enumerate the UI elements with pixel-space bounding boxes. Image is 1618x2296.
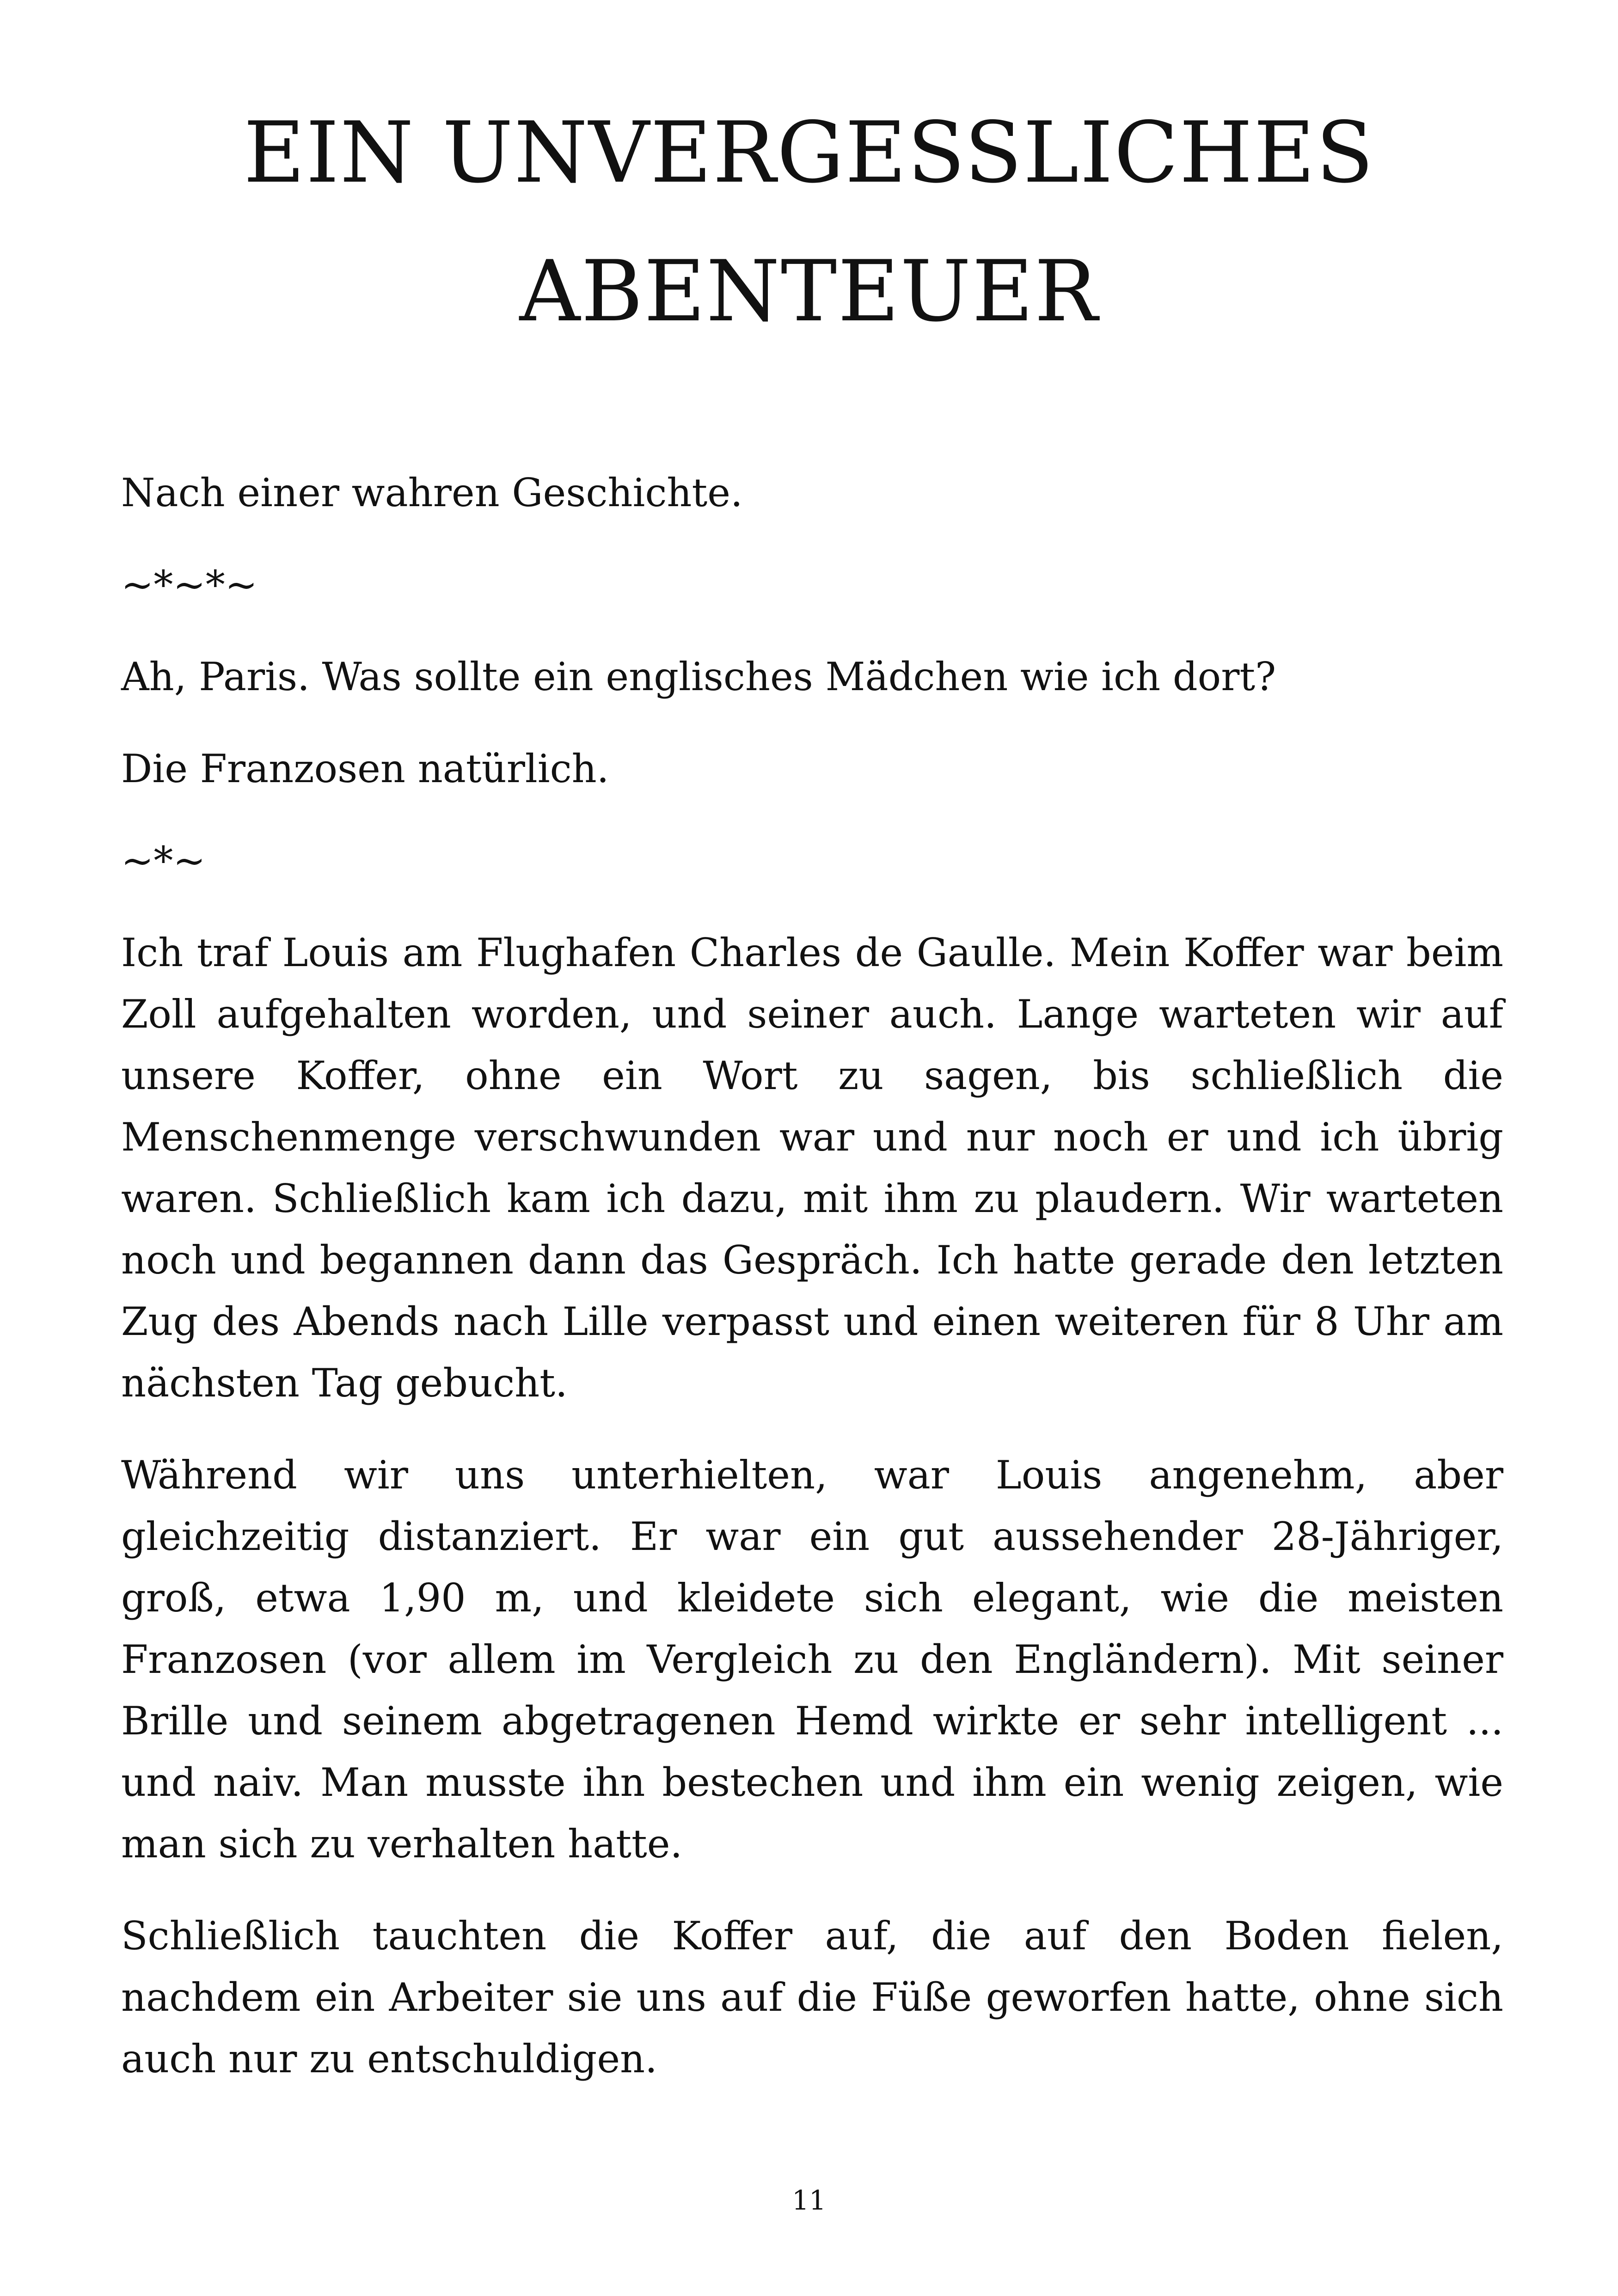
scene-break: ~*~*~ — [121, 562, 258, 607]
paragraph: Ich traf Louis am Flughafen Charles de Gaulle. Mein Koffer war beim Zoll aufgehalten worden, und seiner auch. Lange warteten wir auf unsere Koffer, ohne ein Wort zu sagen, bis schließlich die Menschenmenge verschwunden war und nur noch er und ich übrig waren. Schließlich kam ich dazu, mit ihm zu plaudern. Wir warteten noch und begannen dann das Gespräch. Ich hatte gerade den letzten Zug des Abends nach Lille verpasst und einen weiteren für 8 Uhr am nächsten Tag gebucht. — [121, 930, 1503, 1406]
subtitle-note: Nach einer wahren Geschichte. — [121, 470, 743, 515]
page-number: 11 — [792, 2185, 826, 2216]
paragraph: Die Franzosen natürlich. — [121, 746, 609, 791]
body-text — [121, 462, 1503, 2120]
chapter-title-line-2: ABENTEUER — [519, 242, 1099, 340]
scene-break: ~*~ — [121, 838, 206, 883]
chapter-title-line-1: EIN UNVERGESSLICHES — [243, 104, 1375, 202]
paragraph: Ah, Paris. Was sollte ein englisches Mädchen wie ich dort? — [121, 654, 1276, 699]
paragraph: Schließlich tauchten die Koffer auf, die auf den Boden fielen, nachdem ein Arbeiter sie uns auf die Füße geworfen hatte, ohne sich auch nur zu entschuldigen. — [121, 1913, 1503, 2082]
chapter-title — [0, 83, 1618, 361]
paragraph: Während wir uns unterhielten, war Louis angenehm, aber gleichzeitig distanziert. Er war ein gut aussehender 28-Jähriger, groß, etwa 1,90 m, und kleidete sich elegant, wie die meisten Franzosen (vor allem im Vergleich zu den Engländern). Mit seiner Brille und seinem abgetragenen Hemd wirkte er sehr intelligent ... und naiv. Man musste ihn bestechen und ihm ein wenig zeigen, wie man sich zu verhalten hatte. — [121, 1452, 1503, 1867]
